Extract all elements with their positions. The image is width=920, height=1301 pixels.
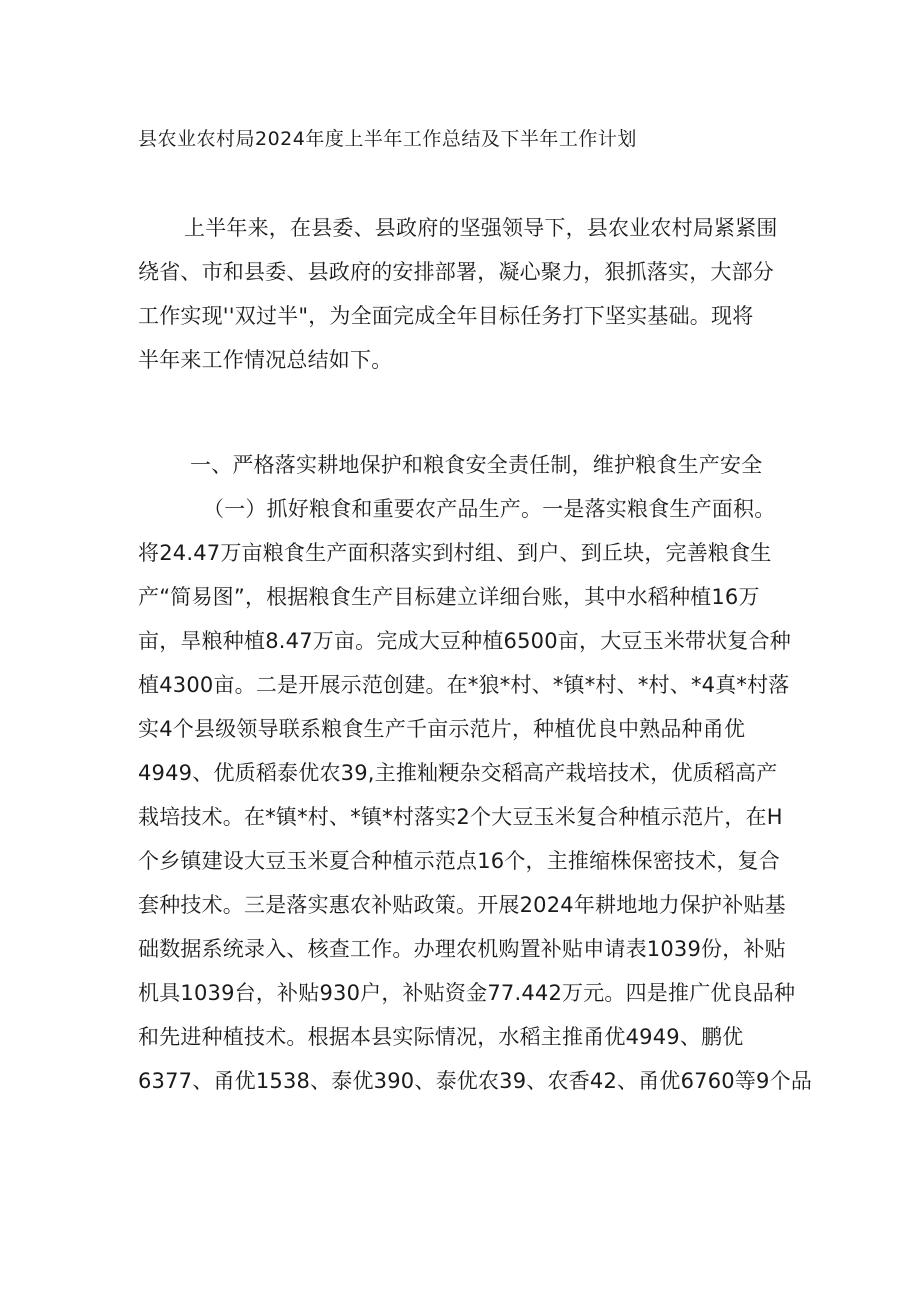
section-line-2: 将24.47万亩粮食生产面积落实到村组、到户、到丘块，完善粮食生 <box>138 541 772 565</box>
section-line-7: 4949、优质稻泰优农39,主推籼粳杂交稻高产栽培技术，优质稻高产 <box>138 761 778 785</box>
section-line-9: 个乡镇建设大豆玉米夏合种植示范点16个，主推缩株保密技术，复合 <box>138 849 780 873</box>
section-line-11: 础数据系统录入、核查工作。办理农机购置补贴申请表1039份，补贴 <box>138 937 786 961</box>
section-line-5: 植4300亩。二是开展示范创建。在*狼*村、*镇*村、*村、*4真*村落 <box>138 673 790 697</box>
section-line-3: 产“简易图”，根据粮食生产目标建立详细台账，其中水稻种植16万 <box>138 585 760 609</box>
section-line-13: 和先进种植技术。根据本县实际情况，水稻主推甬优4949、鹏优 <box>138 1025 744 1049</box>
document-title: 县农业农村局2024年度上半年工作总结及下半年工作计划 <box>138 128 637 150</box>
section-line-14: 6377、甬优1538、泰优390、泰优农39、农香42、甬优6760等9个品 <box>138 1069 813 1093</box>
section-line-6: 实4个县级领导联系粮食生产千亩示范片，种植优良中熟品种甬优 <box>138 717 746 741</box>
intro-line-3: 工作实现''双过半"，为全面完成全年目标任务打下坚实基础。现将 <box>138 304 754 328</box>
section-line-1: （一）抓好粮食和重要农产品生产。一是落实粮食生产面积。 <box>203 497 776 521</box>
section-heading: 一、严格落实耕地保护和粮食安全责任制，维护粮食生产安全 <box>190 453 763 477</box>
intro-line-2: 绕省、市和县委、县政府的安排部署，凝心聚力，狠抓落实，大部分 <box>138 260 774 284</box>
section-line-10: 套种技术。三是落实惠农补贴政策。开展2024年耕地地力保护补贴基 <box>138 893 786 917</box>
section-line-4: 亩，旱粮种植8.47万亩。完成大豆种植6500亩，大豆玉米带状复合种 <box>138 629 791 653</box>
intro-line-1: 上半年来，在县委、县政府的坚强领导下，县农业农村局紧紧围 <box>184 216 778 240</box>
intro-line-4: 半年来工作情况总结如下。 <box>138 348 393 372</box>
section-line-8: 栽培技术。在*镇*村、*镇*村落实2个大豆玉米复合种植示范片，在H <box>138 805 783 829</box>
section-line-12: 机具1039台，补贴930户，补贴资金77.442万元。四是推广优良品种 <box>138 981 796 1005</box>
